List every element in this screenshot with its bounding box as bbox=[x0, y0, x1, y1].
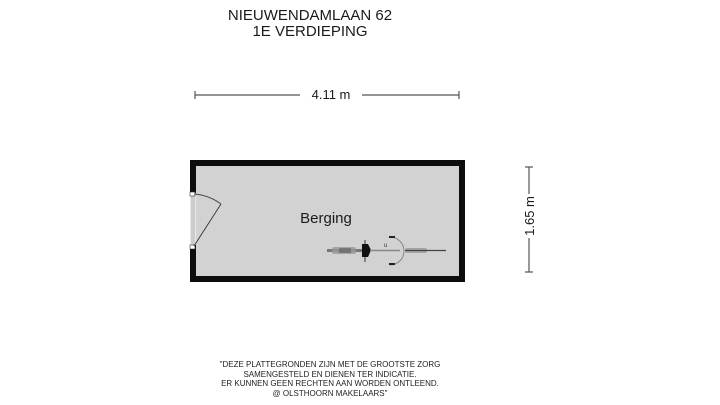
disclaimer-line: ER KUNNEN GEEN RECHTEN AAN WORDEN ONTLEEND. bbox=[221, 379, 439, 389]
disclaimer-line: @ OLSTHOORN MAKELAARS" bbox=[272, 388, 388, 398]
disclaimer bbox=[170, 360, 490, 398]
disclaimer-line: "DEZE PLATTEGRONDEN ZIJN MET DE GROOTSTE ZORG bbox=[219, 360, 441, 369]
room-label-berging: Berging bbox=[300, 210, 352, 227]
floor-title: 1E VERDIEPING bbox=[252, 23, 368, 40]
width-dimension-label: 4.11 m bbox=[300, 87, 362, 103]
disclaimer-line: SAMENGESTELD EN DIENEN TER INDICATIE. bbox=[243, 369, 417, 379]
height-dimension-label: 1.65 m bbox=[522, 194, 538, 238]
address-title: NIEUWENDAMLAAN 62 bbox=[227, 7, 393, 24]
svg-text:u: u bbox=[384, 243, 388, 249]
